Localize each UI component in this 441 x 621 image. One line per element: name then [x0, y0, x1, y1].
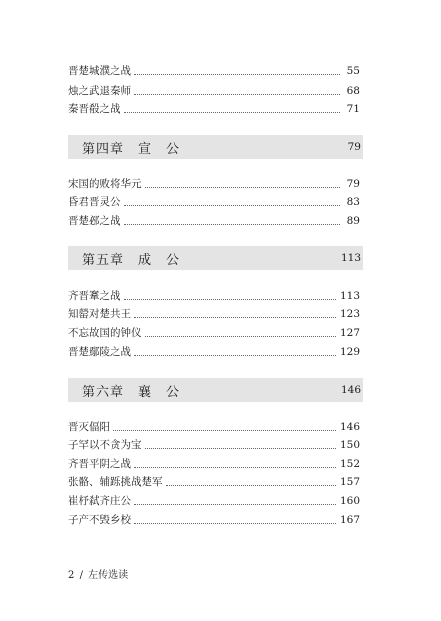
toc-entry[interactable] [68, 176, 360, 192]
toc-entry-title: 不忘故国的钟仪 [68, 327, 142, 339]
toc-entry-page-number: 152 [339, 458, 360, 470]
chapter-page-number: 146 [340, 384, 361, 396]
toc-entry-page-number: 129 [339, 346, 360, 358]
toc-entry[interactable] [68, 288, 360, 304]
dot-leader [124, 224, 341, 225]
dot-leader [134, 504, 336, 505]
toc-entry-title: 子罕以不贪为宝 [68, 439, 142, 451]
toc-entry[interactable] [68, 344, 360, 360]
toc-entry-title: 知罃对楚共王 [68, 308, 131, 320]
chapter-title: 第四章 宣 公 [82, 141, 181, 157]
footer-book-title: 左传选读 [88, 570, 129, 581]
dot-leader [124, 112, 341, 113]
toc-entry-title: 晋楚城濮之战 [68, 65, 131, 77]
dot-leader [145, 336, 336, 337]
dot-leader [134, 467, 336, 468]
toc-entry-title: 宋国的败将华元 [68, 178, 142, 190]
toc-entry-title: 昏君晋灵公 [68, 196, 121, 208]
toc-entry-title: 齐晋平阴之战 [68, 458, 131, 470]
toc-entry[interactable] [68, 306, 360, 322]
toc-entry[interactable] [68, 213, 360, 229]
toc-entry-page-number: 146 [339, 421, 360, 433]
toc-entry-title: 崔杼弑齐庄公 [68, 495, 131, 507]
toc-entry-page-number: 150 [339, 439, 360, 451]
toc-entry-title: 晋灭偪阳 [68, 421, 110, 433]
toc-entry-title: 齐晋鞌之战 [68, 290, 121, 302]
dot-leader [124, 205, 341, 206]
toc-entry[interactable] [68, 493, 360, 509]
toc-entry-page-number: 160 [339, 495, 360, 507]
toc-entry-page-number: 89 [346, 215, 360, 227]
dot-leader [134, 355, 336, 356]
toc-entry[interactable] [68, 474, 360, 490]
toc-entry[interactable] [68, 101, 360, 117]
dot-leader [166, 485, 336, 486]
toc-entry-page-number: 68 [346, 85, 360, 97]
chapter-heading[interactable] [68, 135, 363, 159]
dot-leader [134, 74, 340, 75]
toc-entry-title: 张骼、辅跞挑战楚军 [68, 476, 163, 488]
chapter-title: 第六章 襄 公 [82, 384, 181, 400]
page-footer [68, 566, 128, 581]
dot-leader [134, 94, 340, 95]
chapter-page-number: 79 [347, 141, 361, 153]
toc-entry-title: 晋楚邲之战 [68, 215, 121, 227]
footer-page-number: 2 [68, 570, 75, 581]
toc-entry[interactable] [68, 437, 360, 453]
toc-entry-title: 烛之武退秦师 [68, 85, 131, 97]
toc-entry[interactable] [68, 83, 360, 99]
toc-entry-page-number: 157 [339, 476, 360, 488]
dot-leader [113, 430, 336, 431]
footer-separator: / [79, 570, 83, 581]
toc-entry-page-number: 113 [339, 290, 360, 302]
toc-entry[interactable] [68, 325, 360, 341]
toc-entry[interactable] [68, 456, 360, 472]
toc-entry-page-number: 167 [339, 514, 360, 526]
toc-entry-page-number: 55 [346, 65, 360, 77]
toc-entry-title: 子产不毁乡校 [68, 514, 131, 526]
toc-entry[interactable] [68, 63, 360, 79]
toc-entry-title: 秦晋殽之战 [68, 103, 121, 115]
dot-leader [134, 523, 336, 524]
toc-entry[interactable] [68, 194, 360, 210]
chapter-heading[interactable] [68, 246, 363, 270]
toc-entry[interactable] [68, 419, 360, 435]
chapter-title: 第五章 成 公 [82, 252, 181, 268]
toc-entry-page-number: 123 [339, 308, 360, 320]
dot-leader [134, 317, 336, 318]
toc-entry-page-number: 71 [346, 103, 360, 115]
dot-leader [124, 299, 336, 300]
toc-entry-page-number: 127 [339, 327, 360, 339]
dot-leader [145, 448, 336, 449]
chapter-heading[interactable] [68, 378, 363, 402]
dot-leader [145, 187, 341, 188]
toc-entry[interactable] [68, 512, 360, 528]
toc-entry-title: 晋楚鄢陵之战 [68, 346, 131, 358]
chapter-page-number: 113 [340, 252, 361, 264]
toc-entry-page-number: 79 [346, 178, 360, 190]
toc-entry-page-number: 83 [346, 196, 360, 208]
